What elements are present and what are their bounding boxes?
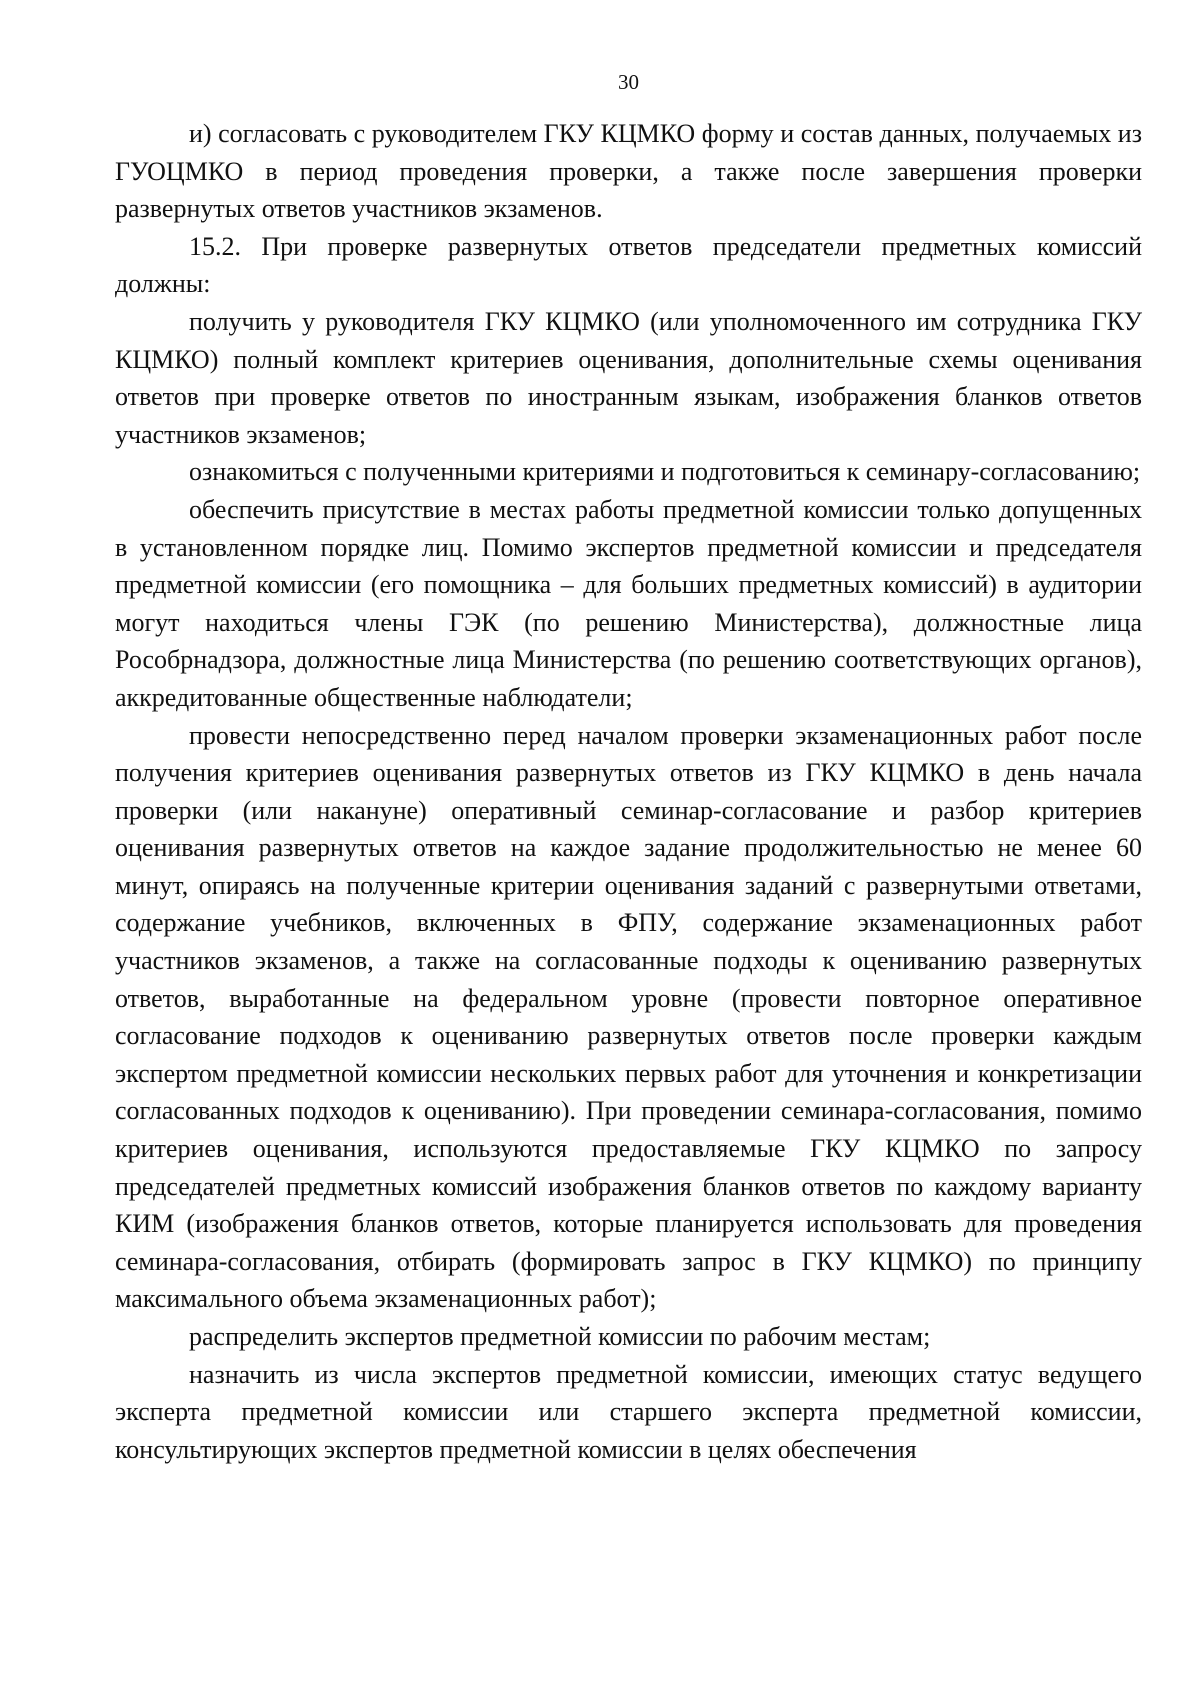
paragraph: получить у руководителя ГКУ КЦМКО (или уполномоченного им сотрудника ГКУ КЦМКО) полный комплект критериев оценивания, дополнительные схемы оценивания ответов при проверке ответов по иностранным языкам, изображения бланков ответов участников экзаменов; <box>115 306 1142 449</box>
paragraph: 15.2. При проверке развернутых ответов председатели предметных комиссий должны: <box>115 231 1142 299</box>
paragraph: ознакомиться с полученными критериями и подготовиться к семинару-согласованию; <box>189 457 1141 487</box>
document-body <box>115 115 1142 1468</box>
page-number: 30 <box>618 70 639 94</box>
paragraph: назначить из числа экспертов предметной комиссии, имеющих статус ведущего эксперта предметной комиссии или старшего эксперта предметной комиссии, консультирующих экспертов предметной комиссии в целях обеспечения <box>115 1359 1142 1464</box>
paragraph: распределить экспертов предметной комиссии по рабочим местам; <box>189 1322 931 1351</box>
paragraph: обеспечить присутствие в местах работы предметной комиссии только допущенных в установленном порядке лиц. Помимо экспертов предметной комиссии и председателя предметной комиссии (его помощника – для больших предметных комиссий) в аудитории могут находиться члены ГЭК (по решению Министерства), должностные лица Рособрнадзора, должностные лица Министерства (по решению соответствующих органов), аккредитованные общественные наблюдатели; <box>115 494 1142 712</box>
paragraph: провести непосредственно перед началом проверки экзаменационных работ после получения критериев оценивания развернутых ответов из ГКУ КЦМКО в день начала проверки (или накануне) оперативный семинар-согласование и разбор критериев оценивания развернутых ответов на каждое задание продолжительностью не менее 60 минут, опираясь на полученные критерии оценивания заданий с развернутыми ответами, содержание учебников, включенных в ФПУ, содержание экзаменационных работ участников экзаменов, а также на согласованные подходы к оцениванию развернутых ответов, выработанные на федеральном уровне (провести повторное оперативное согласование подходов к оцениванию развернутых ответов после проверки каждым экспертом предметной комиссии нескольких первых работ для уточнения и конкретизации согласованных подходов к оцениванию). При проведении семинара-согласования, помимо критериев оценивания, используются предоставляемые ГКУ КЦМКО по запросу председателей предметных комиссий изображения бланков ответов по каждому варианту КИМ (изображения бланков ответов, которые планируется использовать для проведения семинара-согласования, отбирать (формировать запрос в ГКУ КЦМКО) по принципу максимального объема экзаменационных работ); <box>115 720 1142 1314</box>
paragraph: и) согласовать с руководителем ГКУ КЦМКО форму и состав данных, получаемых из ГУОЦМКО в период проведения проверки, а также после завершения проверки развернутых ответов участников экзаменов. <box>115 119 1142 224</box>
